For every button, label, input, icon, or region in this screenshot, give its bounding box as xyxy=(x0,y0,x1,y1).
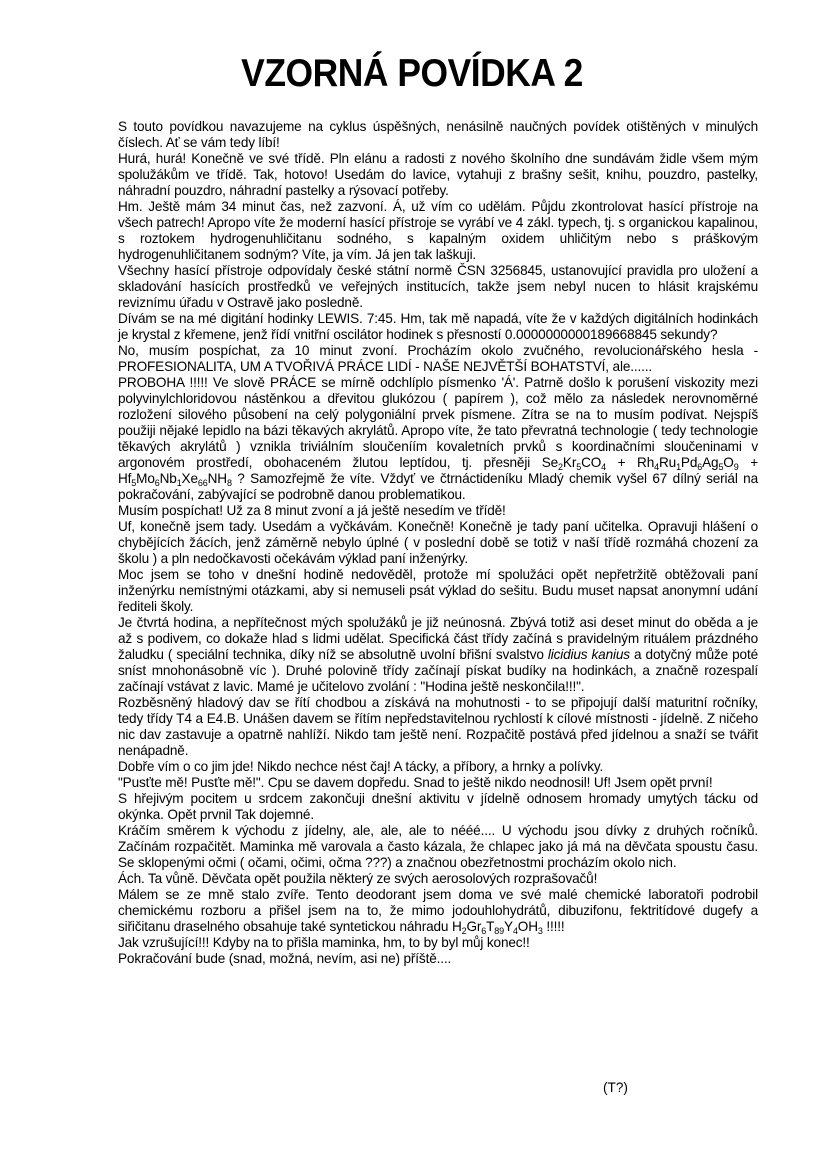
document-body xyxy=(118,119,758,967)
paragraph-extinguishers: Hm. Ještě mám 34 minut čas, než zazvoní. Á, už vím co udělám. Půjdu zkontrolovat hasící přístroje na všech patrech! Apropo víte že moderní hasící přístroje se vyrábí ve 4 zákl. typech, tj. s organickou kapalinou, s roztokem hydrogenuhličitanu sodného, s kapalným oxidem uhličitým nebo s práškovým hydrogenuhličitanem sodným? Víte, ja vím. Já jen tak laškuji. xyxy=(118,199,758,262)
chemical-formula-2: $Rh_4Ru_1Pd_6Ag_5O_9$ xyxy=(637,455,739,472)
chemical-formula-4: $H_2Gr_6T_{89}Y_4OH_3$ xyxy=(451,919,543,936)
paragraph-tea: Dobře vím o co jim jde! Nikdo nechce nést čaj! A tácky, a příbory, a hrnky a polívky. xyxy=(118,759,604,774)
paragraph-first: "Pusťte mě! Pusťte mě!". Cpu se davem dopředu. Snad to ještě nikdo neodnosil! Uf! Jsem opět první! xyxy=(118,775,713,790)
author-signature: (T?) xyxy=(603,1080,628,1095)
paragraph-proboha-text: PROBOHA !!!!! Ve slově PRÁCE se mírně odchlíplo písmenko 'Á'. Patrně došlo k porušení viskozity mezi polyvinylchloridovou nástěnkou a dřevitou glukózou ( papírem ), což mělo za následek nerovnoměrné rozložení silového působení na celý polygoniální prvek písmene. Zítra se na to musím podívat. Nejspíš použiji nějaké lepidlo na bázi těkavých akrylátů. Apropo víte, že tato převratná technologie ( tedy technologie těkavých akrylátů ) vznikla triviálním sloučeníím kovaletních prvků s koordinačními sloučeninami v argonovém prostředí, obohaceném žlutou leptídou, tj. přesněji xyxy=(118,375,758,470)
paragraph-proboha: PROBOHA !!!!! Ve slově PRÁCE se mírně odchlíplo písmenko 'Á'. Patrně došlo k porušení viskozity mezi polyvinylchloridovou nástěnkou a dřevitou glukózou ( papírem ), což mělo za následek nerovnoměrné rozložení silového působení na celý polygoniální prvek písmene. Zítra se na to musím podívat. Nejspíš použiji nějaké lepidlo na bázi těkavých akrylátů. Apropo víte, že tato převratná technologie ( tedy technologie těkavých akrylátů ) vznikla triviálním sloučeníím kovaletních prvků s koordinačními sloučeninami v argonovém prostředí, obohaceném žlutou leptídou, tj. přesněji $Se_2Kr_5CO_4 + Rh_4Ru_1Pd_6Ag_5O_9 + Hf_5Mo_6Nb_1Xe_{66}NH_8$ ? Samozřejmě že víte. Vždyť ve čtrnáctideníku Mladý chemik vyšel 67 dílný seriál na pokračování, zabývající se podrobně danou problematikou. xyxy=(118,375,758,502)
paragraph-watch: Dívám se na mé digitání hodinky LEWIS. 7:45. Hm, tak mě napadá, víte že v každých digitálních hodinkách je krystal z křemene, jenž řídí vnitřní oscilátor hodinek s přesností 0.0000000000189668845 sekundy? xyxy=(118,311,758,342)
paragraph-slogan: No, musím pospíchat, za 10 minut zvoní. Procházím okolo zvučného, revolucionářského hesla - PROFESIONALITA, UM A TVOŘIVÁ PRÁCE LIDÍ - NAŠE NEJVĚTŠÍ BOHATSTVÍ, ale...... xyxy=(118,343,758,374)
paragraph-exciting: Jak vzrušující!!! Kdyby na to přišla maminka, hm, to by byl můj konec!! xyxy=(118,935,530,950)
paragraph-norm: Všechny hasící přístroje odpovídaly české státní normě ČSN 3256845, ustanovující pravidla pro uložení a skladování hasících prostředků ve veřejných institucích, takže jsem nebyl nucen to hlásit krajskému reviznímu úřadu v Ostravě jako posledně. xyxy=(118,263,758,310)
paragraph-intro: S touto povídkou navazujeme na cyklus úspěšných, nenásilně naučných povídek otištěných v minulých číslech. Ať se vám tedy líbí! xyxy=(118,119,758,150)
paragraph-hurry: Musím pospíchat! Už za 8 minut zvoní a já ještě nesedím ve třídě! xyxy=(118,503,506,518)
paragraph-continuation: Pokračování bude (snad, možná, nevím, asi ne) příště.... xyxy=(118,951,452,966)
chemical-formula-3: $Hf_5Mo_6Nb_1Xe_{66}NH_8$ xyxy=(118,471,232,488)
paragraph-lesson: Moc jsem se toho v dnešní hodině nedověděl, protože mí spolužáci opět nepřetržitě obtěžovali paní inženýrku nemístnými otázkami, aby si nemuseli psát výklad do sešitu. Budu muset napsat anonymní udání řediteli školy. xyxy=(118,567,758,614)
document-title: VZORNÁ POVÍDKA 2 xyxy=(241,52,583,95)
paragraph-trays: S hřejivým pocitem u srdcem zakončuji dnešní aktivitu v jídelně odnosem hromady umytých tácku od okýnka. Opět prvnil Tak dojemné. xyxy=(118,791,758,822)
paragraph-lunch: Je čtvrtá hodina, a nepřítečnost mých spolužáků je již neúnosná. Zbývá totiž asi deset minut do oběda a je až s podivem, co dokaže hlad s lidmi udělat. Specifická část třídy začíná s pravidelným rituálem prázdného žaludku ( speciální technika, díky níž se absolutně uvolní břišní svalstvo licidius kanius a dotyčný může poté sníst mnohonásobně víc ). Druhé polovině třídy začínají pískat budíky na hodinkách, a značně rozespalí začínají vstávat z lavic. Mamé je učitelovo zvolání : "Hodina ještě neskončila!!!". xyxy=(118,615,759,694)
latin-term: licidius kanius xyxy=(547,647,630,662)
paragraph-scent: Ách. Ta vůně. Děvčata opět použila některý ze svých aerosolových rozprašovačů! xyxy=(118,871,598,886)
paragraph-crowd: Rozběsněný hladový dav se řítí chodbou a získává na mohutnosti - to se připojují další maturitní ročníky, tedy třídy T4 a E4.B. Unášen davem se řítím nepředstavitelnou rychlostí k cílové místnosti - jídelně. Z ničeho nic dav zastavuje a opatrně nahlíží. Nikdo tam ještě není. Rozpačitě postává před jídelnou a snaží se tvářit nenápadně. xyxy=(118,695,758,758)
paragraph-teacher: Uf, konečně jsem tady. Usedám a vyčkávám. Konečně! Konečně je tady paní učitelka. Opravuji hlášení o chybějících žácích, jenž záměrně nebylo úplné ( v poslední době se totiž v naší třídě rozmáhá chození za školu ) a pln nedočkavosti očekávám výklad paní inženýrky. xyxy=(118,519,758,566)
paragraph-girls: Kráčím směrem k východu z jídelny, ale, ale, ale to nééé.... U východu jsou dívky z druhých ročníků. Začínám rozpačitět. Maminka mě varovala a často kázala, že chlapec jako já má na děvčata spoustu času. Se sklopenými očmi ( očami, očimi, očma ???) a značnou obezřetnostmi procházím okolo nich. xyxy=(118,823,758,870)
paragraph-hura: Hurá, hurá! Konečně ve své třídě. Pln elánu a radosti z nového školního dne sundávám židle všem mým spolužákům ve třídě. Tak, hotovo! Usedám do lavice, vytahuji z brašny sešit, knihu, pouzdro, pastelky, náhradní pouzdro, náhradní pastelky a rýsovací potřeby. xyxy=(118,151,758,198)
paragraph-deodorant: Málem se ze mně stalo zvíře. Tento deodorant jsem doma ve své malé chemické laboratoři podrobil chemickému rozboru a přišel jsem na to, že mimo jodouhlohydrátů, dibuzifonu, fektritídové dugefy a siřičitanu draselného obsahuje také syntetickou náhradu $H_2Gr_6T_{89}Y_4OH_3$ !!!!! xyxy=(118,887,758,936)
chemical-formula-1: $Se_2Kr_5CO_4$ xyxy=(541,455,607,472)
